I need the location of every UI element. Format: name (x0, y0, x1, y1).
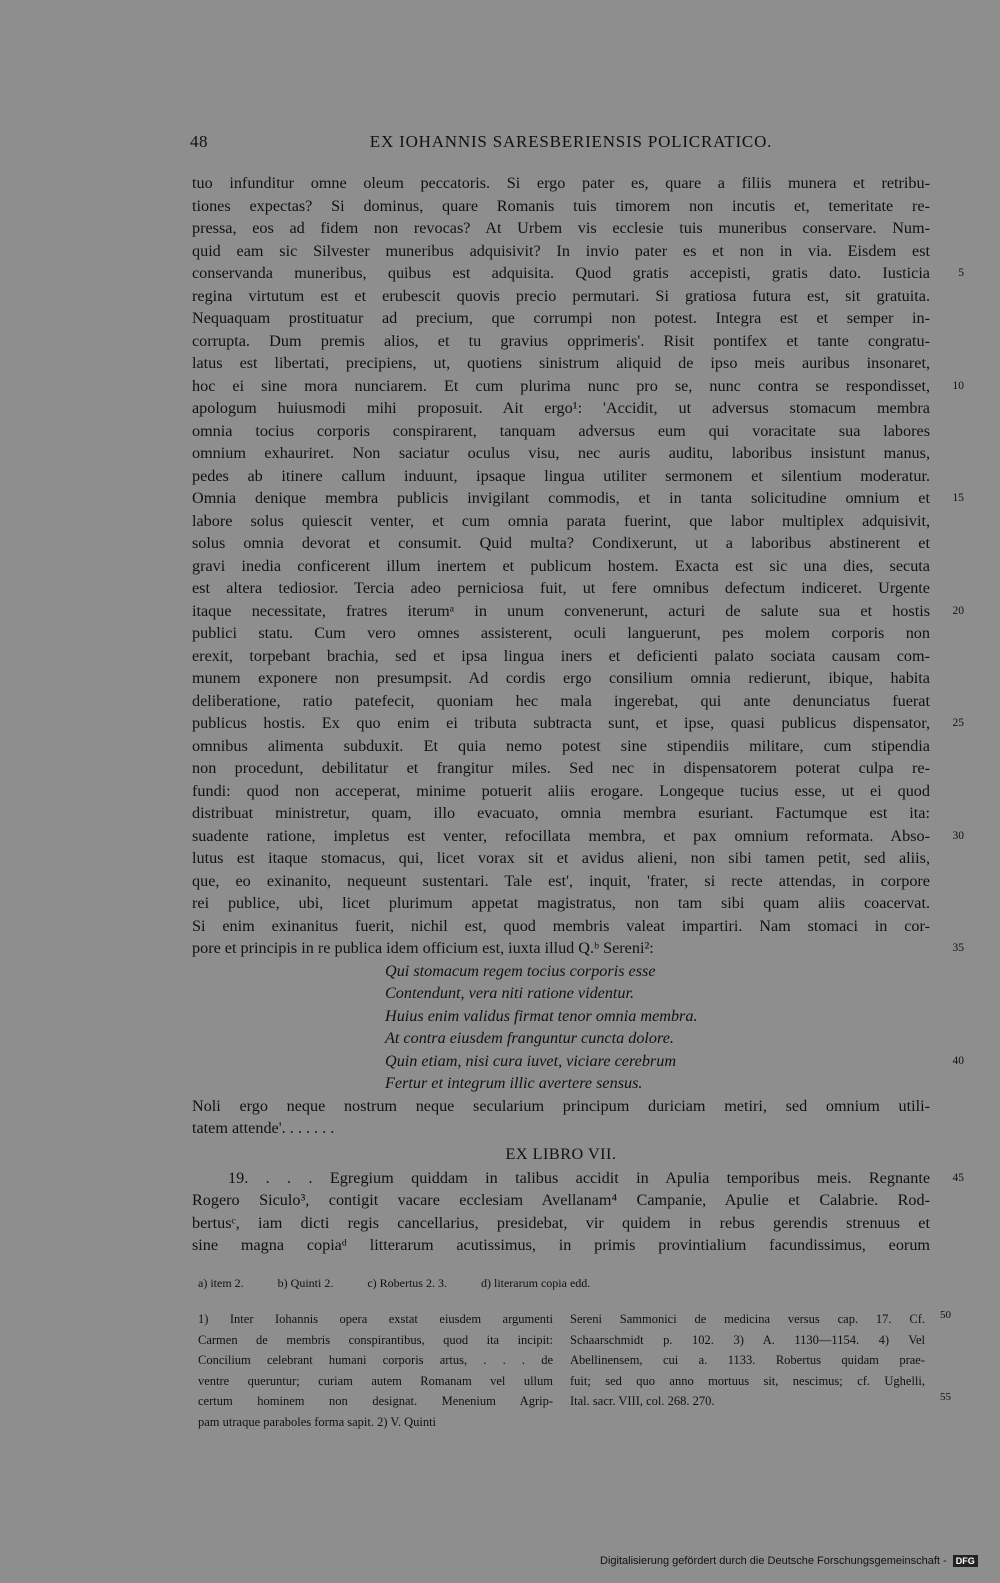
line-text: corrupta. Dum premis alios, et tu gravius opprimeris'. Risit pontifex et tante congratu- (192, 331, 930, 350)
text-line (192, 802, 930, 825)
line-text: sine magna copiaᵈ litterarum acutissimus, in primis provintialium facundissimus, eorum (192, 1236, 930, 1254)
line-text: pedes ab itinere callum induunt, ipsaque lingua utiliter sermonem et silentium moderatur. (192, 466, 930, 485)
footnote-line: 1) Inter Iohannis opera exstat eiusdem argumenti (198, 1312, 553, 1326)
text-line (192, 1117, 930, 1140)
text-line (192, 915, 930, 938)
text-line (192, 690, 930, 713)
line-text: itaque necessitate, fratres iterumᵃ in unum convenerunt, acturi de salute sua et hostis (192, 601, 930, 620)
verse-line (192, 1072, 930, 1095)
line-text: At contra eiusdem franguntur cuncta dolore. (385, 1029, 674, 1047)
footnotes-column-left (198, 1309, 553, 1432)
line-number: 10 (952, 379, 964, 392)
text-line (192, 712, 964, 735)
text-line (192, 622, 930, 645)
line-text: rei publice, ubi, licet plurimum appetat magistratus, non tam sibi quam aliis coacervat. (192, 894, 930, 912)
text-line (192, 285, 930, 308)
line-text: tiones expectas? Si dominus, quare Romanis tuis timorem non incutis et, temeritate re- (192, 196, 930, 215)
footnote-line-number: 50 (940, 1309, 951, 1321)
text-line (192, 555, 930, 578)
text-line (192, 487, 964, 510)
line-text: non procedunt, debilitatur et frangitur miles. Sed nec in dispensatorem poterat culpa re- (192, 759, 930, 777)
line-text: Omnia denique membra publicis invigilant commodis, et in tanta solicitudine omnium et (192, 489, 930, 507)
text-line (192, 307, 930, 330)
line-text: hoc ei sine mora nunciarem. Et cum plurima nunc pro se, nunc contra se respondisset, (192, 376, 930, 395)
footnote-line: Concilium celebrant humani corporis artus, . . . de (198, 1353, 553, 1367)
line-text: lutus est itaque stomacus, qui, licet vorax sit et avidus alieni, non sibi tamen petit, sed aliis, (192, 849, 930, 867)
line-text: tatem attende'. . . . . . . (192, 1119, 335, 1137)
line-text: quid eam sic Silvester muneribus adquisivit? In invio pater es et non in via. Eisdem est (192, 241, 930, 260)
text-line (192, 735, 930, 758)
line-text: que, eo exinanito, nequeunt sustentari. Tale est', inquit, 'frater, si recte attendas, in corpore (192, 871, 930, 890)
text-line (192, 420, 930, 443)
line-text: fundi: quod non acceperat, minime potuerit aliis erogare. Longeque tucius esse, ut ei quod (192, 781, 930, 800)
text-line (192, 465, 930, 488)
line-text: Nequaquam prostituatur ad precium, que corrumpi non potest. Integra est et semper in- (192, 309, 930, 327)
line-text: omnia tocius corporis conspirarent, tanquam adversus eum qui voracitate sua labores (192, 421, 930, 440)
line-text: suadente ratione, impletus est venter, refocillata membra, et pax omnium reformata. Abso- (192, 826, 930, 845)
line-text: EX LIBRO VII. (505, 1144, 617, 1163)
verse-line (192, 1027, 930, 1050)
apparatus-entry: b) Quinti 2. (277, 1276, 334, 1290)
text-line (192, 1234, 930, 1257)
apparatus-entry: a) item 2. (198, 1276, 244, 1290)
text-line (192, 645, 930, 668)
text-line (192, 240, 930, 263)
line-text: Fertur et integrum illic avertere sensus. (385, 1074, 643, 1092)
verse-line (192, 1005, 930, 1028)
line-number: 25 (952, 717, 964, 729)
section-heading (192, 1142, 930, 1167)
line-text: Rogero Siculo³, contigit vacare ecclesiam Avellanam⁴ Campanie, Apulie et Calabrie. Rod- (192, 1191, 930, 1209)
line-text: conservanda muneribus, quibus est adquisita. Quod gratis accepisti, gratis dato. Iusticia (192, 264, 930, 282)
footnote-line: fuit; sed quo anno mortuus sit, nescimus; cf. Ughelli, (570, 1373, 925, 1388)
line-number: 40 (952, 1054, 964, 1067)
footnote-line-number: 55 (940, 1391, 951, 1403)
line-number: 45 (952, 1171, 964, 1184)
line-text: munem exponere non presumpsit. Ad cordis ergo consilium omnia redierunt, ibique, habita (192, 669, 930, 687)
text-line (192, 532, 930, 555)
text-line (192, 352, 930, 375)
footnote-line: Sereni Sammonici de medicina versus cap. 17. Cf. (570, 1312, 925, 1326)
text-line (192, 172, 930, 195)
critical-apparatus (198, 1274, 928, 1292)
line-text: bertusᶜ, iam dicti regis cancellarius, presidebat, vir quidem in rebus gerendis strenuus et (192, 1213, 930, 1232)
text-line (192, 825, 964, 848)
footnote-line: Carmen de membris conspirantibus, quod ita incipit: (198, 1332, 553, 1347)
verse-line (192, 960, 930, 983)
line-text: Huius enim validus firmat tenor omnia membra. (385, 1006, 698, 1025)
text-line (192, 195, 930, 218)
page-header (190, 132, 952, 156)
text-line (192, 1095, 930, 1118)
text-line (192, 375, 964, 398)
text-line (192, 330, 930, 353)
line-text: tuo infunditur omne oleum peccatoris. Si ergo pater es, quare a filiis munera et retribu- (192, 174, 930, 192)
verse-line (192, 1050, 964, 1073)
footnote-line: pam utraque paraboles forma sapit. 2) V. Quinti (198, 1414, 437, 1429)
line-text: distribuat ministretur, quam, illo evacuato, omnia membra esuriant. Factumque est ita: (192, 804, 930, 822)
line-number: 30 (952, 829, 964, 842)
line-text: est altera tediosior. Tercia adeo perniciosa fuit, ut fere omnibus defectum indiceret. Urgente (192, 579, 930, 597)
line-number: 35 (952, 942, 964, 954)
running-title: EX IOHANNIS SARESBERIENSIS POLICRATICO. (369, 132, 773, 151)
text-line (192, 262, 964, 285)
text-line (192, 780, 930, 803)
footnote-line: Schaarschmidt p. 102. 3) A. 1130—1154. 4) Vel (570, 1332, 925, 1347)
line-text: regina virtutum est et erubescit quovis precio permutari. Si gratiosa futura est, sit gratuita. (192, 286, 930, 305)
line-text: labore solus quiescit venter, et cum omnia parata fuerint, que labor multiplex adquisivit, (192, 511, 930, 530)
footnote-line: certum hominem non designat. Menenium Agrip- (198, 1394, 553, 1408)
credit-text: Digitalisierung gefördert durch die Deutsche Forschungsgemeinschaft (600, 1555, 940, 1567)
text-line (192, 892, 930, 915)
line-number: 5 (958, 267, 964, 279)
page-number: 48 (190, 132, 208, 151)
digitization-credit: Digitalisierung gefördert durch die Deutsche Forschungsgemeinschaft - DFG (600, 1555, 978, 1567)
line-text: pore et principis in re publica idem officium est, iuxta illud Q.ᵇ Sereni²: (192, 939, 654, 957)
text-line (192, 757, 930, 780)
line-text: solus omnia devorat et consumit. Quid multa? Condixerunt, ut a laboribus abstinerent et (192, 534, 930, 552)
line-text: publicus hostis. Ex quo enim ei tributa subtracta sunt, et ipse, quasi publicus dispensator, (192, 714, 930, 732)
line-text: Quin etiam, nisi cura iuvet, viciare cerebrum (385, 1051, 677, 1070)
line-text: Contendunt, vera niti ratione videntur. (385, 984, 635, 1002)
line-text: latus est libertati, precipiens, ut, quotiens sinistrum aliquid de ipso meis auribus insonaret, (192, 354, 930, 372)
line-number: 20 (952, 604, 964, 617)
text-line (192, 1189, 930, 1212)
text-line (192, 397, 930, 420)
text-line (192, 1167, 964, 1190)
line-text: omnium exhauriret. Non saciatur oculus visu, nec auris auditu, laboribus insistunt manus, (192, 444, 930, 462)
text-line (192, 1212, 930, 1235)
text-line (192, 217, 930, 240)
text-line (192, 510, 930, 533)
apparatus-entry: c) Robertus 2. 3. (367, 1276, 447, 1290)
text-line (192, 600, 964, 623)
line-text: deliberatione, ratio patefecit, quoniam hec mala ingerebat, qui ante denunciatus fuerat (192, 691, 930, 710)
footnote-line: Ital. sacr. VIII, col. 268. 270. (570, 1394, 715, 1408)
line-text: Si enim exinanitus fuerit, nichil est, quod membris valeat impartiri. Nam stomaci in cor- (192, 916, 930, 935)
dfg-logo: DFG (953, 1555, 978, 1567)
line-text: 19. . . . Egregium quiddam in talibus accidit in Apulia temporibus meis. Regnante (228, 1168, 930, 1187)
line-text: gravi inedia conficerent illum inertem et publicum hostem. Exacta est sic una dies, secuta (192, 556, 930, 575)
footnote-line: Abellinensem, cui a. 1133. Robertus quidam prae- (570, 1353, 925, 1367)
footnote-line: ventre queruntur; curiam autem Romanam vel ullum (198, 1373, 553, 1388)
text-line (192, 667, 930, 690)
apparatus-entry: d) literarum copia edd. (480, 1276, 591, 1290)
text-line (192, 577, 930, 600)
line-text: Noli ergo neque nostrum neque secularium principum duriciam metiri, sed omnium utili- (192, 1096, 930, 1115)
text-line (192, 442, 930, 465)
main-text (192, 172, 964, 1257)
line-number: 15 (952, 492, 964, 504)
line-text: pressa, eos ad fidem non revocas? At Urbem vis ecclesie tuis muneribus conservare. Num- (192, 219, 930, 237)
line-text: apologum huiusmodi mihi proposuit. Ait ergo¹: 'Accidit, ut adversus stomacum membra (192, 399, 930, 417)
line-text: publici statu. Cum vero omnes assisterent, oculi languerunt, pes molem corporis non (192, 624, 930, 642)
verse-line (192, 982, 930, 1005)
text-line (192, 847, 930, 870)
line-text: omnibus alimenta subduxit. Et quia nemo potest sine stipendiis militare, cum stipendia (192, 736, 930, 755)
footnotes-column-right (570, 1309, 925, 1412)
text-line (192, 870, 930, 893)
line-text: erexit, torpebant brachia, sed et ipsa lingua iners et deficienti palato sociata causam com- (192, 646, 930, 665)
line-text: Qui stomacum regem tocius corporis esse (385, 961, 656, 980)
text-line (192, 937, 964, 960)
